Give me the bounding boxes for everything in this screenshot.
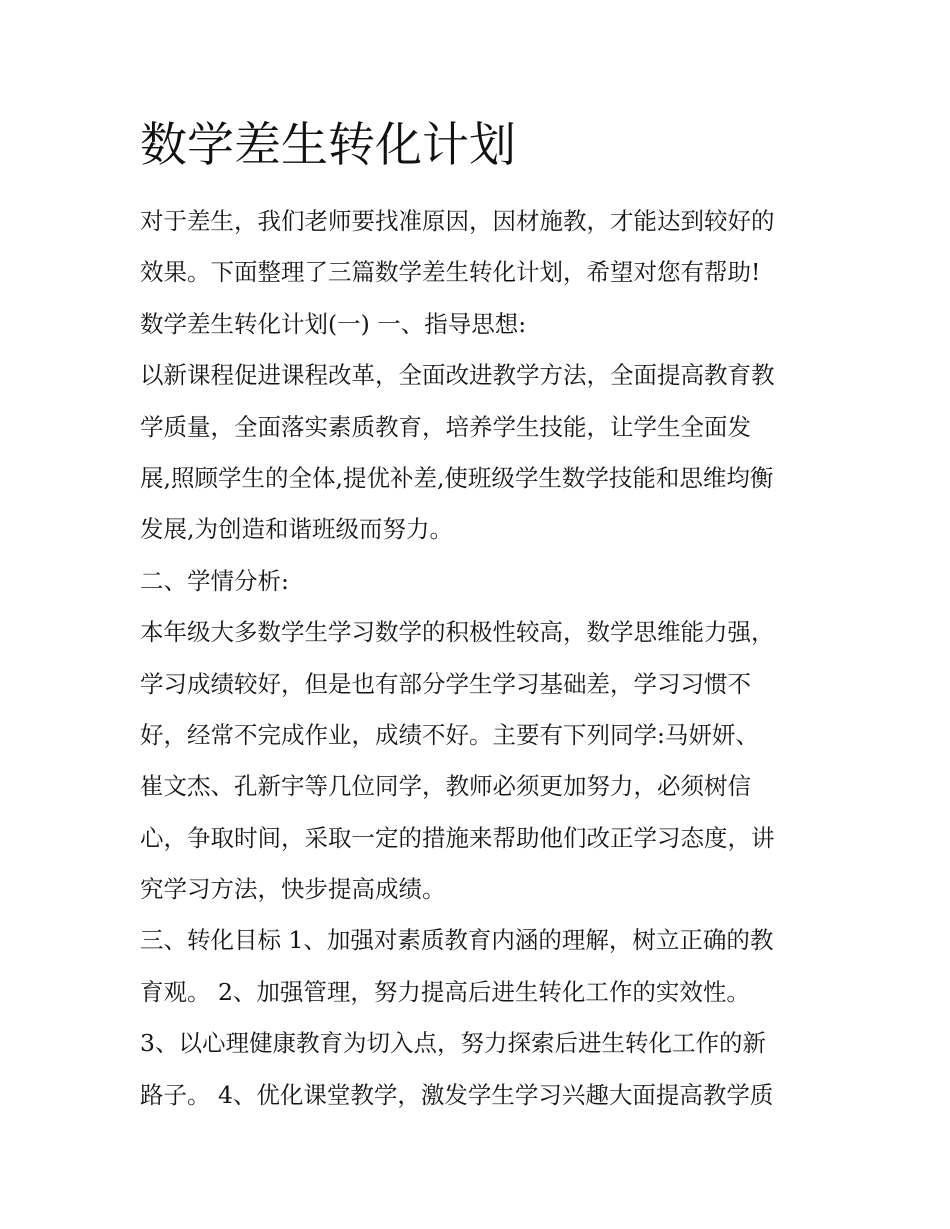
body-line: 展,照顾学生的全体,提优补差,使班级学生数学技能和思维均衡 [140, 463, 774, 492]
document-body [140, 196, 820, 1121]
body-line: 心，争取时间，采取一定的措施来帮助他们改正学习态度，讲 [140, 823, 775, 852]
body-line: 究学习方法，快步提高成绩。 [140, 875, 446, 904]
body-line: 学习成绩较好，但是也有部分学生学习基础差，学习习惯不 [140, 669, 751, 698]
body-line: 二、学情分析: [140, 566, 289, 595]
document-title: 数学差生转化计划 [140, 118, 516, 173]
body-line: 学质量，全面落实素质教育，培养学生技能，让学生全面发 [140, 412, 751, 441]
body-line: 崔文杰、孔新宇等几位同学，教师必须更加努力，必须树信 [140, 772, 751, 801]
body-line: 发展,为创造和谐班级而努力。 [140, 515, 453, 544]
body-line: 3、以心理健康教育为切入点，努力探索后进生转化工作的新 [140, 1029, 766, 1058]
body-line: 路子。 4、优化课堂教学，激发学生学习兴趣大面提高教学质 [140, 1080, 774, 1109]
body-line: 对于差生，我们老师要找准原因，因材施教，才能达到较好的 [140, 207, 775, 235]
body-line: 本年级大多数学生学习数学的积极性较高，数学思维能力强， [140, 618, 775, 647]
body-line: 数学差生转化计划(一) 一、指导思想: [140, 309, 527, 338]
body-line: 好，经常不完成作业，成绩不好。主要有下列同学:马妍妍、 [140, 720, 759, 749]
body-line: 以新课程促进课程改革，全面改进教学方法，全面提高教育教 [140, 361, 775, 390]
body-line: 效果。下面整理了三篇数学差生转化计划，希望对您有帮助! [140, 258, 761, 287]
body-line: 育观。 2、加强管理，努力提高后进生转化工作的实效性。 [140, 977, 750, 1006]
body-line: 三、转化目标 1、加强对素质教育内涵的理解，树立正确的教 [140, 926, 774, 955]
